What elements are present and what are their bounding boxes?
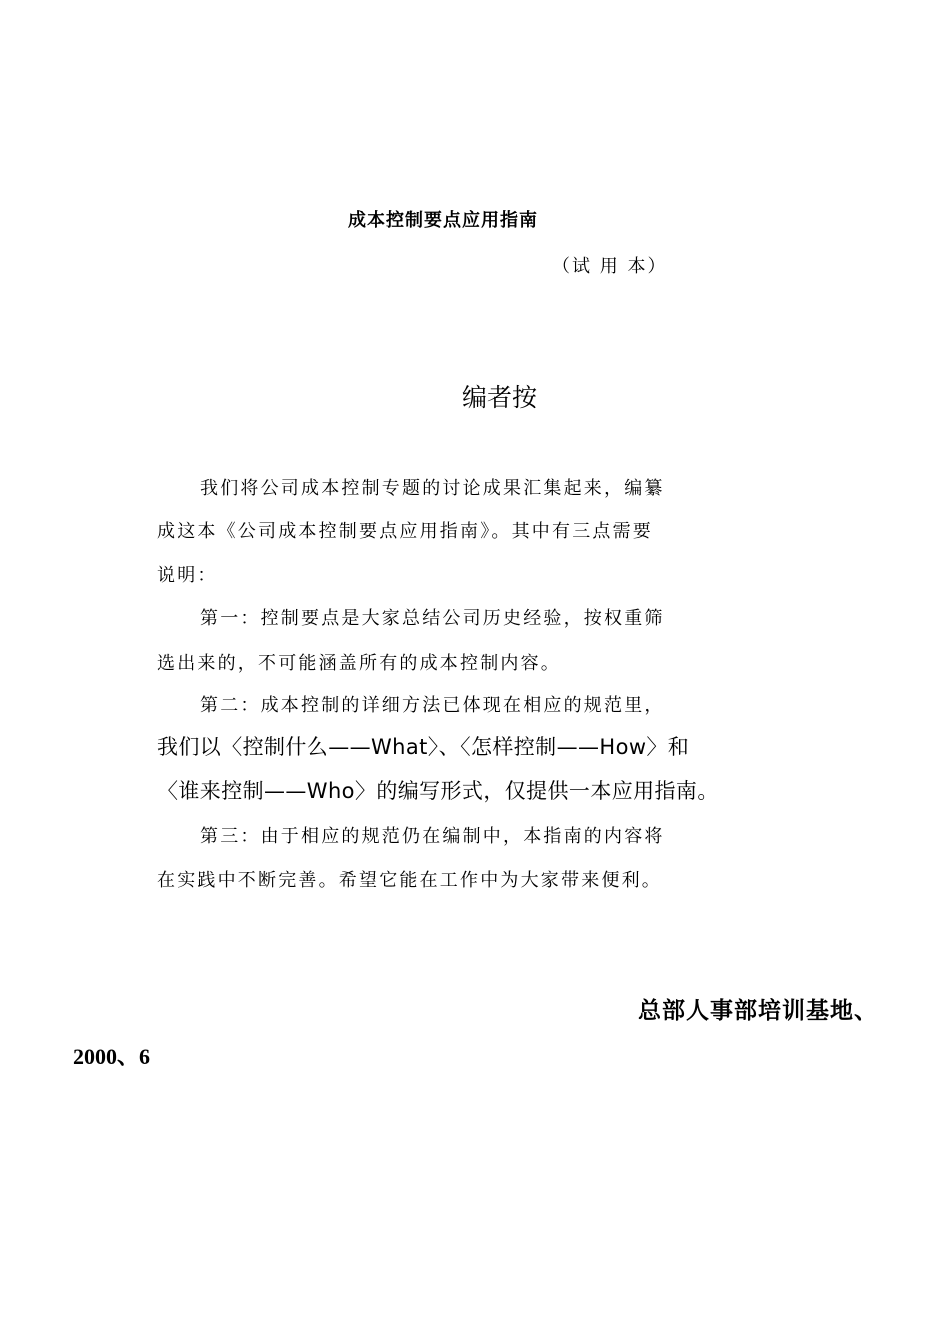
- document-subtitle: （试 用 本）: [552, 256, 668, 277]
- paragraph-line: 〈谁来控制——Who〉的编写形式，仅提供一本应用指南。: [157, 779, 719, 803]
- document-title: 成本控制要点应用指南: [348, 210, 538, 231]
- paragraph-line: 在实践中不断完善。希望它能在工作中为大家带来便利。: [157, 870, 662, 891]
- paragraph-line: 选出来的，不可能涵盖所有的成本控制内容。: [157, 653, 561, 674]
- paragraph-line: 第二：成本控制的详细方法已体现在相应的规范里，: [200, 695, 665, 716]
- section-heading: 编者按: [462, 383, 538, 412]
- signature-organization: 总部人事部培训基地、: [638, 997, 878, 1024]
- paragraph-line: 我们将公司成本控制专题的讨论成果汇集起来，编纂: [200, 478, 665, 499]
- paragraph-line: 成这本《公司成本控制要点应用指南》。其中有三点需要: [157, 521, 653, 542]
- paragraph-line: 第三：由于相应的规范仍在编制中，本指南的内容将: [200, 826, 665, 847]
- paragraph-line: 说明：: [157, 565, 218, 586]
- paragraph-line: 第一：控制要点是大家总结公司历史经验，按权重筛: [200, 608, 665, 629]
- document-date: 2000、6: [73, 1044, 151, 1069]
- paragraph-line: 我们以〈控制什么——What〉、〈怎样控制——How〉和: [157, 735, 690, 759]
